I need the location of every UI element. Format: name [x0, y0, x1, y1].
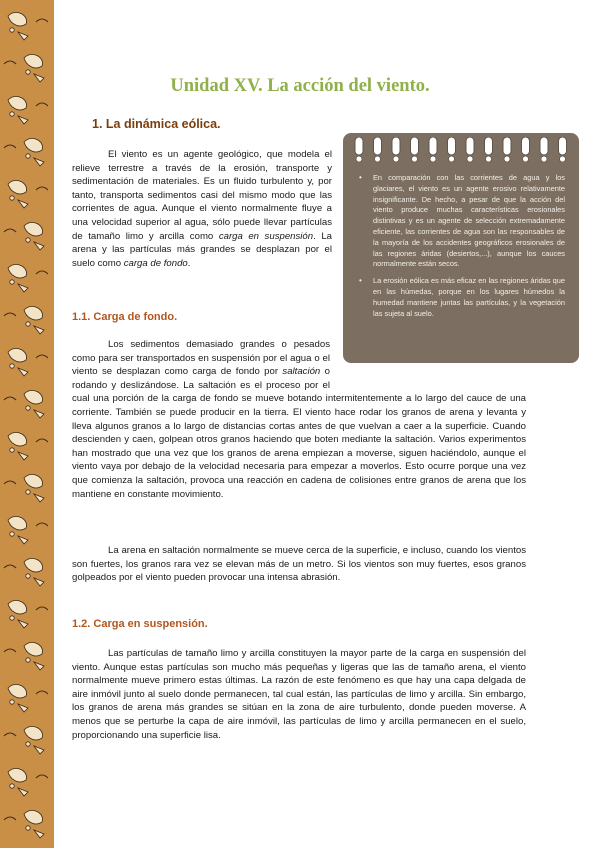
- section-heading-carga-suspension: 1.2. Carga en suspensión.: [72, 618, 208, 630]
- arena-paragraph: La arena en saltación normalmente se mueve cerca de la superficie, e incluso, cuando los vientos son fuertes, los granos rara vez se elevan más de un metro. Si los vientos son muy fuertes, esos granos golpeados por el viento pueden provocar una intensa abrasión.: [72, 545, 526, 584]
- intro-emphasis-fondo: carga de fondo: [123, 257, 188, 269]
- sidebar-bullet-1: • En comparación con las corrientes de agua y los glaciares, el viento es un agente erosivo relativamente insignificante. De hecho, a pesar de que la acción del viento produce muchas características erosionales distintivas y es un agente de selección extremadamente eficiente, las corrientes de agua son las responsables de la mayoría de los accidentes geográficos erosionales de las regiones áridas (desiertos,...), aunque los cauces normalmente están secos.: [363, 173, 565, 270]
- sidebar-note-box: [343, 133, 579, 363]
- intro-emphasis-suspension: carga en suspensión: [218, 230, 314, 242]
- suspension-paragraph: Las partículas de tamaño limo y arcilla constituyen la mayor parte de la carga en suspensión del viento. Aunque estas partículas son mucho más pequeñas y ligeras que las de tamaño arena, el viento normalmente mueve primero estas últimas. La razón de este fenómeno es que hay una capa delgada de aire inmóvil junto al suelo donde permanecen, tal cual están, las partículas de limo y arcilla. Sin embargo, los granos de arena más grandes se sitúan en la zona de aire turbulento, donde pueden moverse. A menos que se perturbe la capa de aire inmóvil, las partículas de limo y arcilla permanecen en el suelo, proporcionando una superficie lisa.: [72, 648, 526, 741]
- intro-text-1: El viento es un agente geológico, que modela el relieve terrestre a través de la erosión, transporte y sedimentación de materiales. Es un fluido turbulento y, por tanto, transporta sedimentos casi del mismo modo que las corrientes de agua. Aunque el viento normalmente fluye a una velocidad superior al agua, sólo puede llevar partículas de tamaño limo y arcilla como: [72, 149, 332, 242]
- notebook-rings-icon: [349, 137, 575, 167]
- decorative-fossil-border: [0, 0, 54, 848]
- intro-text-2: . La arena y las partículas más grandes se desplazan por el suelo como: [72, 230, 332, 269]
- section-heading-carga-fondo: 1.1. Carga de fondo.: [72, 311, 178, 323]
- intro-paragraph: [72, 148, 332, 270]
- fondo-text-1: Los sedimentos demasiado grandes o pesados como para ser transportados en suspensión por el agua o el viento se desplazan como carga de fondo por: [72, 339, 330, 378]
- page-title: Unidad XV. La acción del viento.: [170, 76, 430, 96]
- sidebar-bullet-list: [343, 173, 579, 325]
- sidebar-bullet-2: • La erosión eólica es más eficaz en las regiones áridas que en las húmedas, porque en los lugares húmedos la humedad mantiene juntas las partículas, y la vegetación las sujeta al suelo.: [363, 276, 565, 319]
- fondo-text-2: o rodando y deslizándose. La saltación es el proceso por el cual una porción de la carga de fondo se mueve botando intermitentemente a lo largo del cauce de una corriente. También se puede producir en la tierra. El viento hace rodar los granos de arena y levanta y lleva algunos granos a lo largo de distancias cortas antes de que vuelvan a caer a la superficie. Cuando descienden y caen, golpean otros granos haciendo que boten mediante la saltación. Varios experimentos han mostrado que una vez que los granos de arena empiezan a moverse, siguen haciéndolo, aunque el viento vaya por debajo de la velocidad necesaria para empezar a moverlos. Esto ocurre porque una vez que comienza la saltación, provoca una reacción en cadena de colisiones entre granos de arena que los mantiene en constante movimiento.: [72, 366, 526, 500]
- fossil-pattern-icon: [0, 0, 54, 848]
- section-heading-dinamica-eolica: 1. La dinámica eólica.: [92, 117, 221, 131]
- fondo-paragraph-text: [72, 338, 526, 501]
- intro-text-3: .: [187, 257, 191, 269]
- fondo-emphasis-saltacion: saltación: [282, 366, 321, 378]
